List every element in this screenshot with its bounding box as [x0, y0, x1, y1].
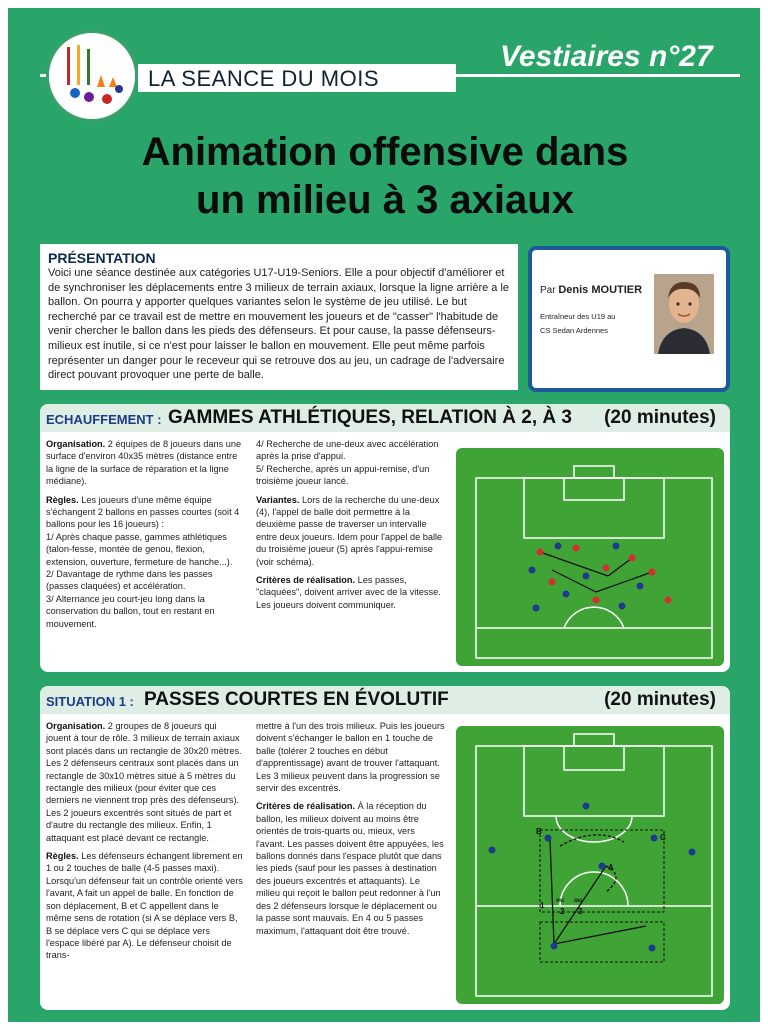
- magazine-issue: Vestiaires n°27: [500, 40, 713, 73]
- author-role-line-2: CS Sedan Ardennes: [540, 326, 608, 335]
- warmup-criteria-label: Critères de réalisation.: [256, 575, 356, 586]
- warmup-rule-1: 1/ Après chaque passe, gammes athlétiques (talon-fesse, montée de genou, flexion, extension, ouverture, fermeture de hanche...).: [46, 531, 233, 567]
- warmup-column-2: [256, 438, 446, 617]
- page-title: [60, 128, 710, 224]
- section-label: LA SEANCE DU MOIS: [148, 66, 380, 91]
- title-line-2: un milieu à 3 axiaux: [196, 178, 574, 222]
- warmup-header: [40, 404, 730, 432]
- warmup-org-text: 2 équipes de 8 joueurs dans une surface d'environ 40x35 mètres (distance entre la ligne de la surface de réparation et la ligne médiane).: [46, 439, 242, 487]
- presentation-heading: PRÉSENTATION: [48, 250, 156, 266]
- warmup-label: ECHAUFFEMENT :: [46, 412, 162, 427]
- situation-panel: [40, 686, 730, 1010]
- warmup-org-label: Organisation.: [46, 439, 106, 449]
- title-line-1: Animation offensive dans: [141, 130, 629, 174]
- warmup-rules-text: Les joueurs d'une même équipe s'échangent 2 ballons en passes courtes (soit 4 ballons pour les 16 joueurs) :: [46, 494, 240, 530]
- warmup-rule-2: 2/ Davantage de rythme dans les passes (passes claquées) et accélération.: [46, 569, 213, 592]
- situation-criteria-label: Critères de réalisation.: [256, 801, 356, 812]
- situation-org-label: Organisation.: [46, 721, 106, 731]
- situation-title: PASSES COURTES EN ÉVOLUTIF: [144, 689, 449, 710]
- diagram-label-2: 2: [560, 907, 565, 916]
- author-role: [540, 310, 650, 338]
- author-photo: [654, 274, 714, 354]
- diagram-label-ou-1: ou: [556, 897, 564, 904]
- author-byline: [540, 284, 642, 296]
- situation-rules-continued: mettre à l'un des trois milieux. Puis les joueurs doivent s'échanger le ballon en 1 touche de balle (tolérer 2 touches en début d'apprentissage) avant de trouver l'attaquant. Les 3 milieux peuvent dans la progression se servir des excentrés.: [256, 721, 445, 794]
- situation-diagram: [456, 726, 724, 1004]
- author-name: Denis MOUTIER: [558, 284, 643, 296]
- situation-rules-text: Les défenseurs échangent librement en 1 ou 2 touches de balle (4-5 passes maxi). Lorsqu'un défenseur fait un contrôle orienté vers l'avant, A fait un appel de balle. En fonction de son déplacement, B et C appellent dans le même sens de rotation (si A se déplace vers B, B se déplace vers C qui se déplace vers l'espace libéré par A). Le défenseur choisit de trans-: [46, 851, 243, 961]
- warmup-panel: [40, 404, 730, 672]
- situation-criteria-text: À la réception du ballon, les milieux doivent au moins être orientés de trois-quarts ou, mieux, vers l'avant. Les passes doivent être appuyées, les ballons donnés dans l'espace plutôt que dans les pieds (sauf pour les passes à destination des joueurs excentrés et attaquants). Le milieu qui reçoit le ballon peut redonner à l'un des 2 défenseurs lorsque le déplacement ou la passe sont mauvais. En 4 ou 5 passes maximum, l'attaquant doit être trouvé.: [256, 801, 444, 936]
- warmup-duration: (20 minutes): [604, 407, 716, 428]
- diagram-label-3: 3: [578, 907, 583, 916]
- situation-label: SITUATION 1 :: [46, 694, 134, 709]
- author-role-line-1: Entraîneur des U19 au: [540, 312, 616, 321]
- warmup-variants-label: Variantes.: [256, 494, 300, 505]
- diagram-label-c: C: [660, 833, 666, 842]
- warmup-title: GAMMES ATHLÉTIQUES, RELATION À 2, À 3: [168, 407, 572, 428]
- diagram-label-1: 1: [540, 901, 545, 910]
- author-prefix: Par: [540, 285, 556, 296]
- diagram-label-a: A: [608, 863, 614, 872]
- warmup-column-1: [46, 438, 244, 636]
- warmup-rule-5: 5/ Recherche, après un appui-remise, d'un troisième joueur lancé.: [256, 463, 430, 487]
- warmup-criteria-text: Les passes, "claquées", doivent arriver avec de la vitesse. Les joueurs doivent communiquer.: [256, 575, 441, 610]
- situation-duration: (20 minutes): [604, 689, 716, 710]
- warmup-rules-label: Règles.: [46, 494, 79, 505]
- situation-column-1: [46, 720, 244, 968]
- presentation-text: Voici une séance destinée aux catégories U17-U19-Seniors. Elle a pour objectif d'améliorer et de synchroniser les déplacements entre 3 milieux de terrain axiaux, lorsque la ligne arrière a le ballon. On pourra y apporter quelques variantes selon le système de jeu utilisé. Le but recherché par ce travail est de mettre en mouvement les joueurs et de "casser" l'habitude de venir chercher le ballon dans les pieds des défenseurs. Et pour cause, la passe défenseurs-milieux est inutile, si ce n'est pour laisser le ballon en mouvement. Elle peut même parfois représenter un danger pour le receveur qui se retrouve dos au jeu, un cadrage de l'adversaire direct pouvant provoquer une perte de balle.: [48, 267, 510, 382]
- warmup-diagram: [456, 448, 724, 666]
- situation-header: [40, 686, 730, 714]
- session-logo: [46, 30, 138, 122]
- situation-rules-label: Règles.: [46, 851, 79, 862]
- diagram-label-ou-2: ou: [574, 897, 582, 904]
- situation-org-text: 2 groupes de 8 joueurs qui jouent à tour de rôle. 3 milieux de terrain axiaux sont placés dans un rectangle de 30x20 mètres. Les 2 défenseurs centraux sont placés dans un rectangle de 30x10 mètres situé à 5 mètres du rectangle des milieux (pour éviter que ces derniers ne viennent trop près des défenseurs). Les 2 joueurs excentrés sont situés de part et d'autre du rectangle des milieux. Enfin, 1 attaquant est placé devant ce rectangle.: [46, 721, 242, 843]
- warmup-variants-text: Lors de la recherche du une-deux (4), l'appel de balle doit permettre à la deuxième passe de traverser un intervalle entre deux joueurs. Idem pour l'appel de balle du troisième joueur (5) après l'appui-remise (voir schéma).: [256, 494, 443, 567]
- warmup-rule-3: 3/ Alternance jeu court-jeu long dans la conservation du ballon, tout en restant en mouvement.: [46, 593, 215, 629]
- warmup-rule-4: 4/ Recherche de une-deux avec accélération après la prise d'appui.: [256, 439, 439, 462]
- diagram-label-b: B: [536, 827, 542, 836]
- situation-column-2: [256, 720, 446, 943]
